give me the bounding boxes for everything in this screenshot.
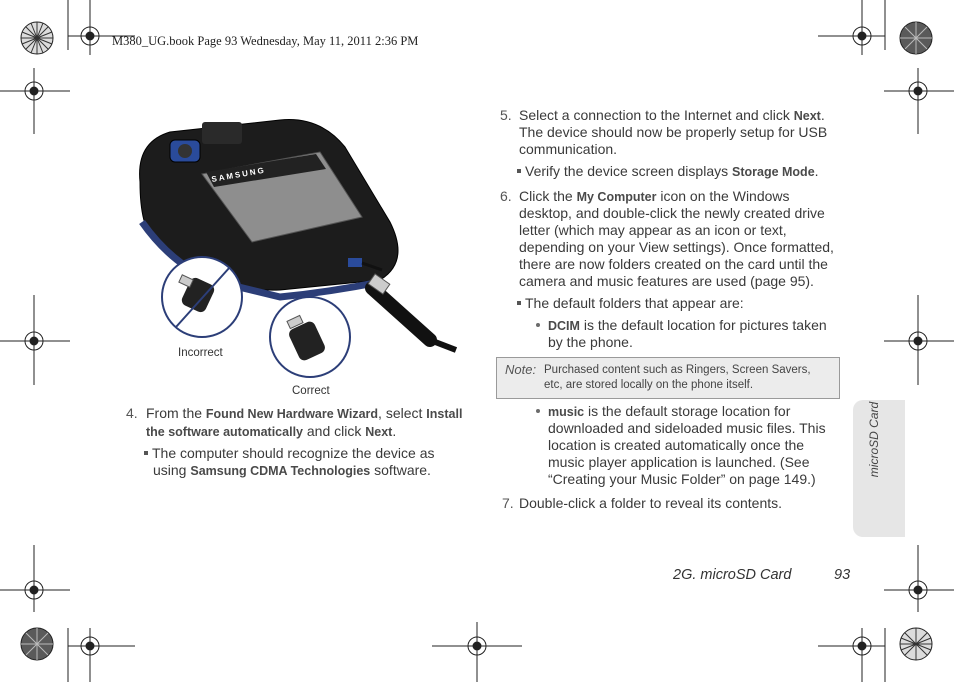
step4-sub-line2 <box>153 462 431 480</box>
dcim-text: is the default location for pictures taken <box>579 317 827 333</box>
step5-line2: The device should now be properly setup for USB <box>519 124 828 140</box>
step4-sub-text: The computer should recognize the device as <box>152 445 435 461</box>
step4-text: and click <box>303 423 366 439</box>
step4-sub-text: software. <box>370 462 431 478</box>
step5-number: 5. <box>500 107 512 123</box>
step5-line1 <box>519 107 825 125</box>
install-option-cont: the software automatically <box>146 425 303 439</box>
round-bullet-icon <box>536 409 540 413</box>
music-text: is the default storage location for <box>584 403 791 419</box>
step5-sub <box>517 163 819 181</box>
music-line4: music player application is launched. (See <box>548 454 810 470</box>
footer-section-title: 2G. microSD Card <box>673 567 792 583</box>
footer-page-number: 93 <box>834 567 851 583</box>
step4-text: . <box>392 423 397 439</box>
step5-text: . <box>820 107 825 123</box>
dcim-folder: DCIM <box>548 319 580 333</box>
storage-mode: Storage Mode <box>732 165 815 179</box>
music-line1 <box>548 403 790 421</box>
note-box <box>496 357 840 399</box>
step5-text: Select a connection to the Internet and click <box>519 107 794 123</box>
step6-text: Click the <box>519 188 577 204</box>
music-folder: music <box>548 405 585 419</box>
found-hardware-wizard: Found New Hardware Wizard <box>205 407 379 421</box>
step4-sub-text: using <box>153 462 191 478</box>
step7-number: 7. <box>502 495 514 511</box>
step5-sub-text: Verify the device screen displays <box>525 163 732 179</box>
square-bullet-icon <box>517 301 521 305</box>
step6-line1 <box>519 188 790 206</box>
music-line2: downloaded and sideloaded music files. This <box>548 420 826 436</box>
step7-text: Double-click a folder to reveal its contents. <box>519 495 783 511</box>
step4-sub-line1 <box>144 445 435 462</box>
phone-usb-illustration <box>130 112 460 402</box>
section-tab <box>853 400 905 537</box>
note-line2: etc, are stored locally on the phone itself. <box>544 379 754 391</box>
round-bullet-icon <box>536 323 540 327</box>
square-bullet-icon <box>517 169 521 173</box>
music-line5: “Creating your Music Folder” on page 149.) <box>548 471 816 487</box>
my-computer: My Computer <box>576 190 657 204</box>
step4-line2 <box>146 423 396 441</box>
section-tab-label: microSD Card <box>867 401 881 478</box>
note-label: Note: <box>505 362 537 377</box>
dcim-line2: by the phone. <box>548 334 633 350</box>
step6-line4: depending on your View settings). Once formatted, <box>519 239 834 255</box>
brand-label: SAMSUNG <box>210 165 267 184</box>
step6-line6: camera and music features are used (page 95). <box>519 273 814 289</box>
step6-line3: letter (which may appear as an icon or text, <box>519 222 787 238</box>
step4-text: From the <box>146 405 206 421</box>
dcim-line1 <box>548 317 827 335</box>
note-line1: Purchased content such as Ringers, Screen Savers, <box>544 364 811 376</box>
square-bullet-icon <box>144 451 148 455</box>
incorrect-caption: Incorrect <box>178 347 223 359</box>
step6-line2: desktop, and double-click the newly created drive <box>519 205 825 221</box>
note-text <box>544 363 834 393</box>
step5-sub-text: . <box>814 163 819 179</box>
page-header: M380_UG.book Page 93 Wednesday, May 11, 2011 2:36 PM <box>112 34 419 48</box>
step6-number: 6. <box>500 188 512 204</box>
samsung-cdma: Samsung CDMA Technologies <box>190 464 371 478</box>
next-option: Next <box>365 425 393 439</box>
step6-sub-text: The default folders that appear are: <box>525 295 744 311</box>
step4-line1 <box>146 405 462 423</box>
next-option: Next <box>793 109 821 123</box>
step6-sub <box>517 295 744 312</box>
step4-number: 4. <box>126 405 138 421</box>
correct-caption: Correct <box>292 385 330 397</box>
music-line3: location is created automatically once the <box>548 437 805 453</box>
step5-line3: communication. <box>519 141 618 157</box>
install-option: Install <box>426 407 463 421</box>
step6-line5: there are now folders created on the card until the <box>519 256 828 272</box>
step6-text: icon on the Windows <box>656 188 790 204</box>
step4-text: , select <box>378 405 427 421</box>
